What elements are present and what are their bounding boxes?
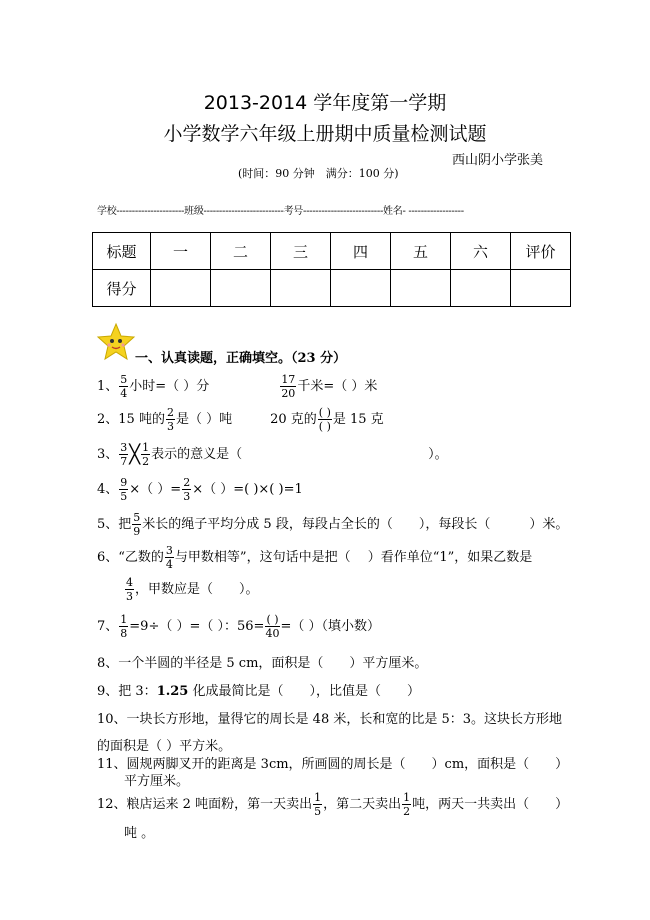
- question-text: 与甲数相等”，这句话中是把（ ）看作单位“1”，如果乙数是: [174, 550, 533, 565]
- numerator: 17: [281, 373, 296, 386]
- section-1-title: 一、认真读题，正确填空。（23 分）: [135, 351, 347, 366]
- score-input-cell[interactable]: [331, 270, 391, 307]
- denominator: 2: [142, 455, 150, 468]
- fraction: [280, 374, 296, 399]
- denominator: 4: [120, 387, 128, 400]
- fraction: [313, 792, 322, 817]
- question-text: 千米=（ ）米: [297, 379, 378, 394]
- numerator: ( ): [266, 613, 279, 626]
- question-text: 表示的意义是（: [151, 447, 243, 462]
- fraction: [132, 512, 141, 537]
- exam-title: 小学数学六年级上册期中质量检测试题: [163, 123, 487, 145]
- times-icon: ╳: [129, 444, 141, 465]
- question-text: 12、粮店运来 2 吨面粉，第一天卖出: [97, 797, 313, 812]
- numerator: 3: [165, 544, 173, 557]
- score-input-cell[interactable]: [271, 270, 331, 307]
- question-2: [97, 407, 384, 432]
- denominator: 20: [281, 387, 296, 400]
- fraction: [119, 614, 128, 639]
- numerator: 5: [120, 373, 128, 386]
- question-6: [97, 545, 532, 570]
- question-text: 小时=（ ）分: [129, 379, 210, 394]
- table-cell: 评价: [511, 233, 571, 270]
- question-text: 9、把 3：: [97, 684, 157, 699]
- denominator: 9: [133, 525, 141, 538]
- table-cell: 四: [331, 233, 391, 270]
- question-text: ，甲数应是（ ）。: [135, 582, 259, 597]
- table-cell: 二: [211, 233, 271, 270]
- denominator: 3: [126, 590, 133, 603]
- question-12-cont: 吨 。: [124, 826, 155, 841]
- denominator: 2: [403, 805, 411, 818]
- numerator: 2: [166, 406, 174, 419]
- numerator: 9: [120, 476, 128, 489]
- question-text: 吨，两天一共卖出（ ）: [412, 797, 569, 812]
- question-4: [97, 477, 303, 502]
- question-1: [97, 374, 377, 399]
- table-cell: 得分: [93, 270, 151, 307]
- fraction: [141, 442, 150, 467]
- question-number: 7、: [97, 619, 119, 634]
- question-6-cont: [124, 577, 259, 602]
- table-cell: 五: [391, 233, 451, 270]
- fraction: [119, 442, 128, 467]
- denominator: 3: [183, 490, 191, 503]
- question-text: ×（ ）=: [129, 482, 182, 497]
- numerator: 3: [120, 441, 128, 454]
- denominator: 5: [120, 490, 128, 503]
- question-text: 2、15 吨的: [97, 412, 165, 427]
- numerator: 1: [142, 441, 150, 454]
- question-number: 4、: [97, 482, 119, 497]
- question-12: [97, 792, 568, 817]
- denominator: 8: [120, 627, 128, 640]
- denominator: 3: [166, 420, 174, 433]
- table-cell: 一: [151, 233, 211, 270]
- numerator: 1: [314, 791, 322, 804]
- question-text: 6、“乙数的: [97, 550, 164, 565]
- fraction: [265, 614, 279, 639]
- question-text: 是 15 克: [332, 412, 384, 427]
- question-text: 米长的绳子平均分成 5 段，每段占全长的（ ），每段长（ ）米。: [142, 517, 569, 532]
- question-5: [97, 512, 568, 537]
- score-table: [92, 232, 571, 307]
- question-11-cont: 平方厘米。: [124, 774, 190, 789]
- numerator: 1: [120, 613, 128, 626]
- question-text: 5、把: [97, 517, 132, 532]
- question-8: 8、一个半圆的半径是 5 cm，面积是（ ）平方厘米。: [97, 656, 428, 671]
- table-row: [93, 233, 571, 270]
- score-input-cell[interactable]: [451, 270, 511, 307]
- author: 西山阴小学张美: [452, 153, 544, 168]
- question-text: ，第二天卖出: [323, 797, 402, 812]
- numerator: 5: [133, 511, 141, 524]
- numerator: ( ): [318, 406, 331, 419]
- denominator: 40: [265, 627, 280, 640]
- numerator: 1: [403, 791, 411, 804]
- fraction: [182, 477, 191, 502]
- table-cell: 三: [271, 233, 331, 270]
- question-10: 10、一块长方形地，量得它的周长是 48 米，长和宽的比是 5：3。这块长方形地: [97, 712, 563, 727]
- table-cell: 标题: [93, 233, 151, 270]
- denominator: 7: [120, 455, 128, 468]
- question-text: ×（ ）=( )×( )=1: [192, 482, 303, 497]
- question-7: [97, 614, 380, 639]
- fraction: [119, 477, 128, 502]
- denominator: 5: [314, 805, 322, 818]
- student-info-line: 学校----------------------班级--------------------------考号--------------------------姓名- ------------------: [97, 206, 464, 217]
- table-row: [93, 270, 571, 307]
- question-9: [97, 680, 420, 699]
- question-3: [97, 442, 448, 467]
- question-text: =（ ）（填小数）: [280, 619, 381, 634]
- fraction: [166, 407, 175, 432]
- question-text: 是（ ）吨: [175, 412, 233, 427]
- numerator: 4: [126, 576, 133, 589]
- fraction: [402, 792, 411, 817]
- denominator: 4: [165, 558, 173, 571]
- question-11: 11、圆规两脚叉开的距离是 3cm，所画圆的周长是（ ）cm，面积是（ ）: [97, 757, 569, 772]
- question-text: ）。: [428, 447, 448, 462]
- exam-year-title: 2013-2014 学年度第一学期: [203, 92, 447, 114]
- numerator: 2: [183, 476, 191, 489]
- question-number: 3、: [97, 447, 119, 462]
- score-input-cell[interactable]: [511, 270, 571, 307]
- score-input-cell[interactable]: [391, 270, 451, 307]
- question-text: =9÷（ ）=（ ）：56=: [129, 619, 265, 634]
- table-cell: 六: [451, 233, 511, 270]
- question-value: 1.25: [156, 684, 189, 699]
- fraction: [119, 374, 128, 399]
- score-input-cell[interactable]: [211, 270, 271, 307]
- denominator: ( ): [318, 420, 331, 433]
- fraction: [125, 577, 134, 602]
- fraction: [318, 407, 332, 432]
- question-10-cont: 的面积是（ ）平方米。: [97, 739, 232, 754]
- time-note: (时间：90 分钟 满分：100 分): [238, 167, 399, 180]
- score-input-cell[interactable]: [151, 270, 211, 307]
- star-icon: [96, 322, 136, 362]
- question-text: 20 克的: [270, 412, 317, 427]
- fraction: [165, 545, 174, 570]
- question-number: 1、: [97, 379, 119, 394]
- question-text: 化成最简比是（ ），比值是（ ）: [188, 684, 420, 699]
